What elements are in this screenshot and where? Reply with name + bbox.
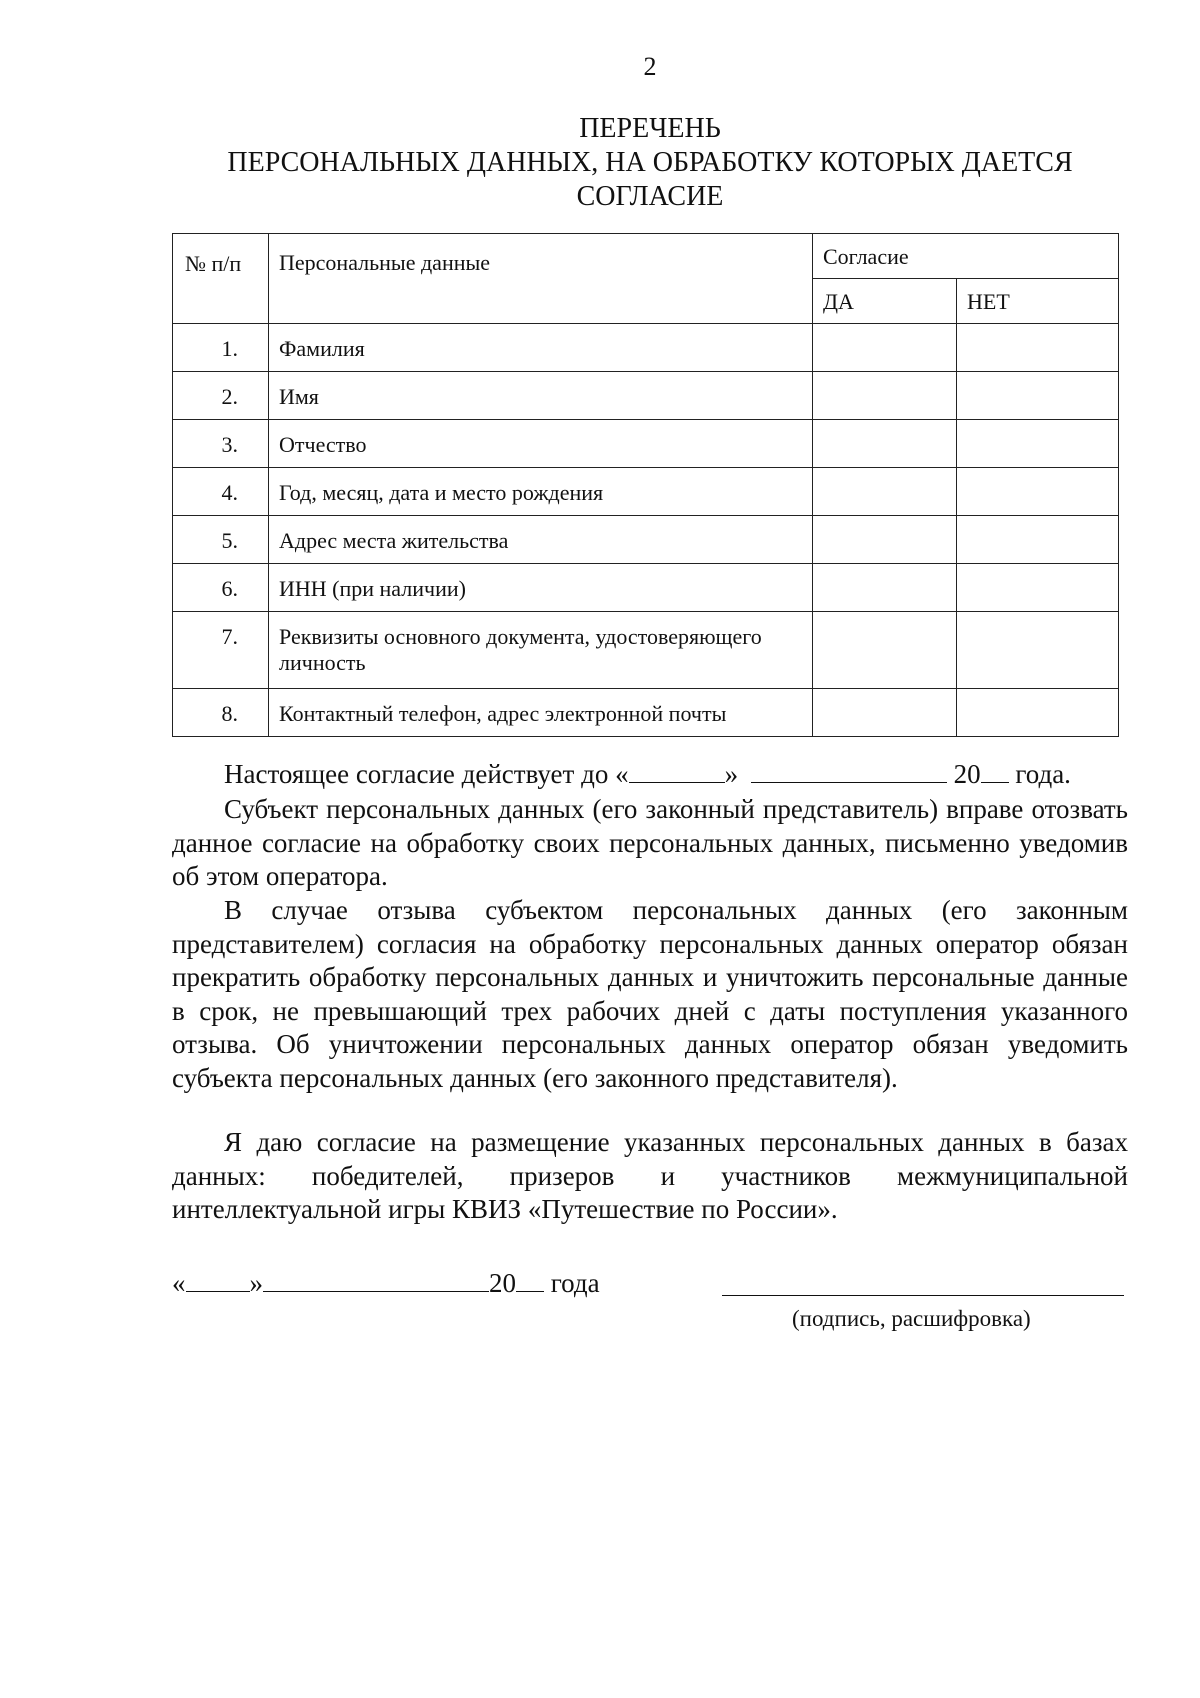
document-title [200,112,1100,214]
consent-yes-cell[interactable] [813,564,957,612]
title-line-3: СОГЛАСИЕ [576,181,724,212]
withdrawal-paragraph: В случае отзыва субъектом персональных данных (его законным представителем) согласия на обработку персональных данных оператор обязан прекратить обработку персональных данных и уничтожить персональные данные в срок, не превышающий трех рабочих дней с даты поступления указанного отзыва. Об уничтожении персональных данных оператор обязан уведомить субъекта персональных данных (его законного представителя). [172,895,1128,1093]
validity-suffix: года. [1015,759,1071,789]
validity-quote-close: » [724,759,739,789]
header-no: НЕТ [957,279,1119,324]
table-row [173,372,1119,420]
row-number: 6. [173,564,269,612]
consent-yes-cell[interactable] [813,324,957,372]
consent-yes-cell[interactable] [813,372,957,420]
header-consent: Согласие [813,234,1119,279]
consent-yes-cell[interactable] [813,516,957,564]
consent-yes-cell[interactable] [813,689,957,737]
table-row [173,324,1119,372]
consent-no-cell[interactable] [957,516,1119,564]
validity-year-blank[interactable] [981,758,1009,783]
signature-caption: (подпись, расшифровка) [792,1306,1031,1331]
title-line-1: ПЕРЕЧЕНЬ [579,113,721,144]
table-row [173,468,1119,516]
validity-year-prefix: 20 [953,759,981,789]
revoke-paragraph: Субъект персональных данных (его законный представитель) вправе отозвать данное согласие на обработку своих персональных данных, письменно уведомив об этом оператора. [172,794,1128,891]
consent-no-cell[interactable] [957,372,1119,420]
row-number: 4. [173,468,269,516]
row-label: Имя [269,372,813,420]
page-number: 2 [643,52,657,81]
table-row [173,564,1119,612]
signature-month-blank[interactable] [263,1267,489,1292]
row-number: 7. [173,612,269,689]
row-number: 3. [173,420,269,468]
header-personal-data: Персональные данные [269,234,813,324]
personal-data-table [172,233,1119,737]
signature-year-blank[interactable] [516,1267,544,1292]
row-label: Отчество [269,420,813,468]
validity-line [224,758,1124,790]
consent-no-cell[interactable] [957,468,1119,516]
row-label: Год, месяц, дата и место рождения [269,468,813,516]
table-header-row [173,234,1119,279]
consent-no-cell[interactable] [957,689,1119,737]
consent-yes-cell[interactable] [813,612,957,689]
table-row [173,689,1119,737]
row-label: Реквизиты основного документа, удостоверяющего личность [269,612,813,689]
row-label: Фамилия [269,324,813,372]
row-number: 2. [173,372,269,420]
row-label: ИНН (при наличии) [269,564,813,612]
signature-day-blank[interactable] [186,1267,250,1292]
header-yes: ДА [813,279,957,324]
consent-no-cell[interactable] [957,564,1119,612]
signature-field[interactable] [722,1295,1124,1296]
row-label: Контактный телефон, адрес электронной почты [269,689,813,737]
header-number: № п/п [173,234,269,324]
row-label: Адрес места жительства [269,516,813,564]
consent-yes-cell[interactable] [813,468,957,516]
consent-no-cell[interactable] [957,324,1119,372]
signature-quote-open: « [172,1268,186,1298]
validity-month-blank[interactable] [751,758,947,783]
table-row [173,612,1119,689]
placement-paragraph: Я даю согласие на размещение указанных персональных данных в базах данных: победителей, призеров и участников межмуниципальной интеллектуальной игры КВИЗ «Путешествие по России». [172,1127,1128,1224]
consent-no-cell[interactable] [957,612,1119,689]
signature-year-prefix: 20 [489,1268,516,1298]
table-row [173,516,1119,564]
row-number: 5. [173,516,269,564]
signature-quote-close: » [249,1268,263,1298]
signature-year-suffix: года [550,1268,600,1298]
consent-no-cell[interactable] [957,420,1119,468]
title-line-2: ПЕРСОНАЛЬНЫХ ДАННЫХ, НА ОБРАБОТКУ КОТОРЫХ ДАЕТСЯ [227,147,1073,178]
validity-prefix: Настоящее согласие действует до « [224,759,629,789]
validity-day-blank[interactable] [629,758,725,783]
consent-yes-cell[interactable] [813,420,957,468]
table-row [173,420,1119,468]
row-number: 8. [173,689,269,737]
row-number: 1. [173,324,269,372]
